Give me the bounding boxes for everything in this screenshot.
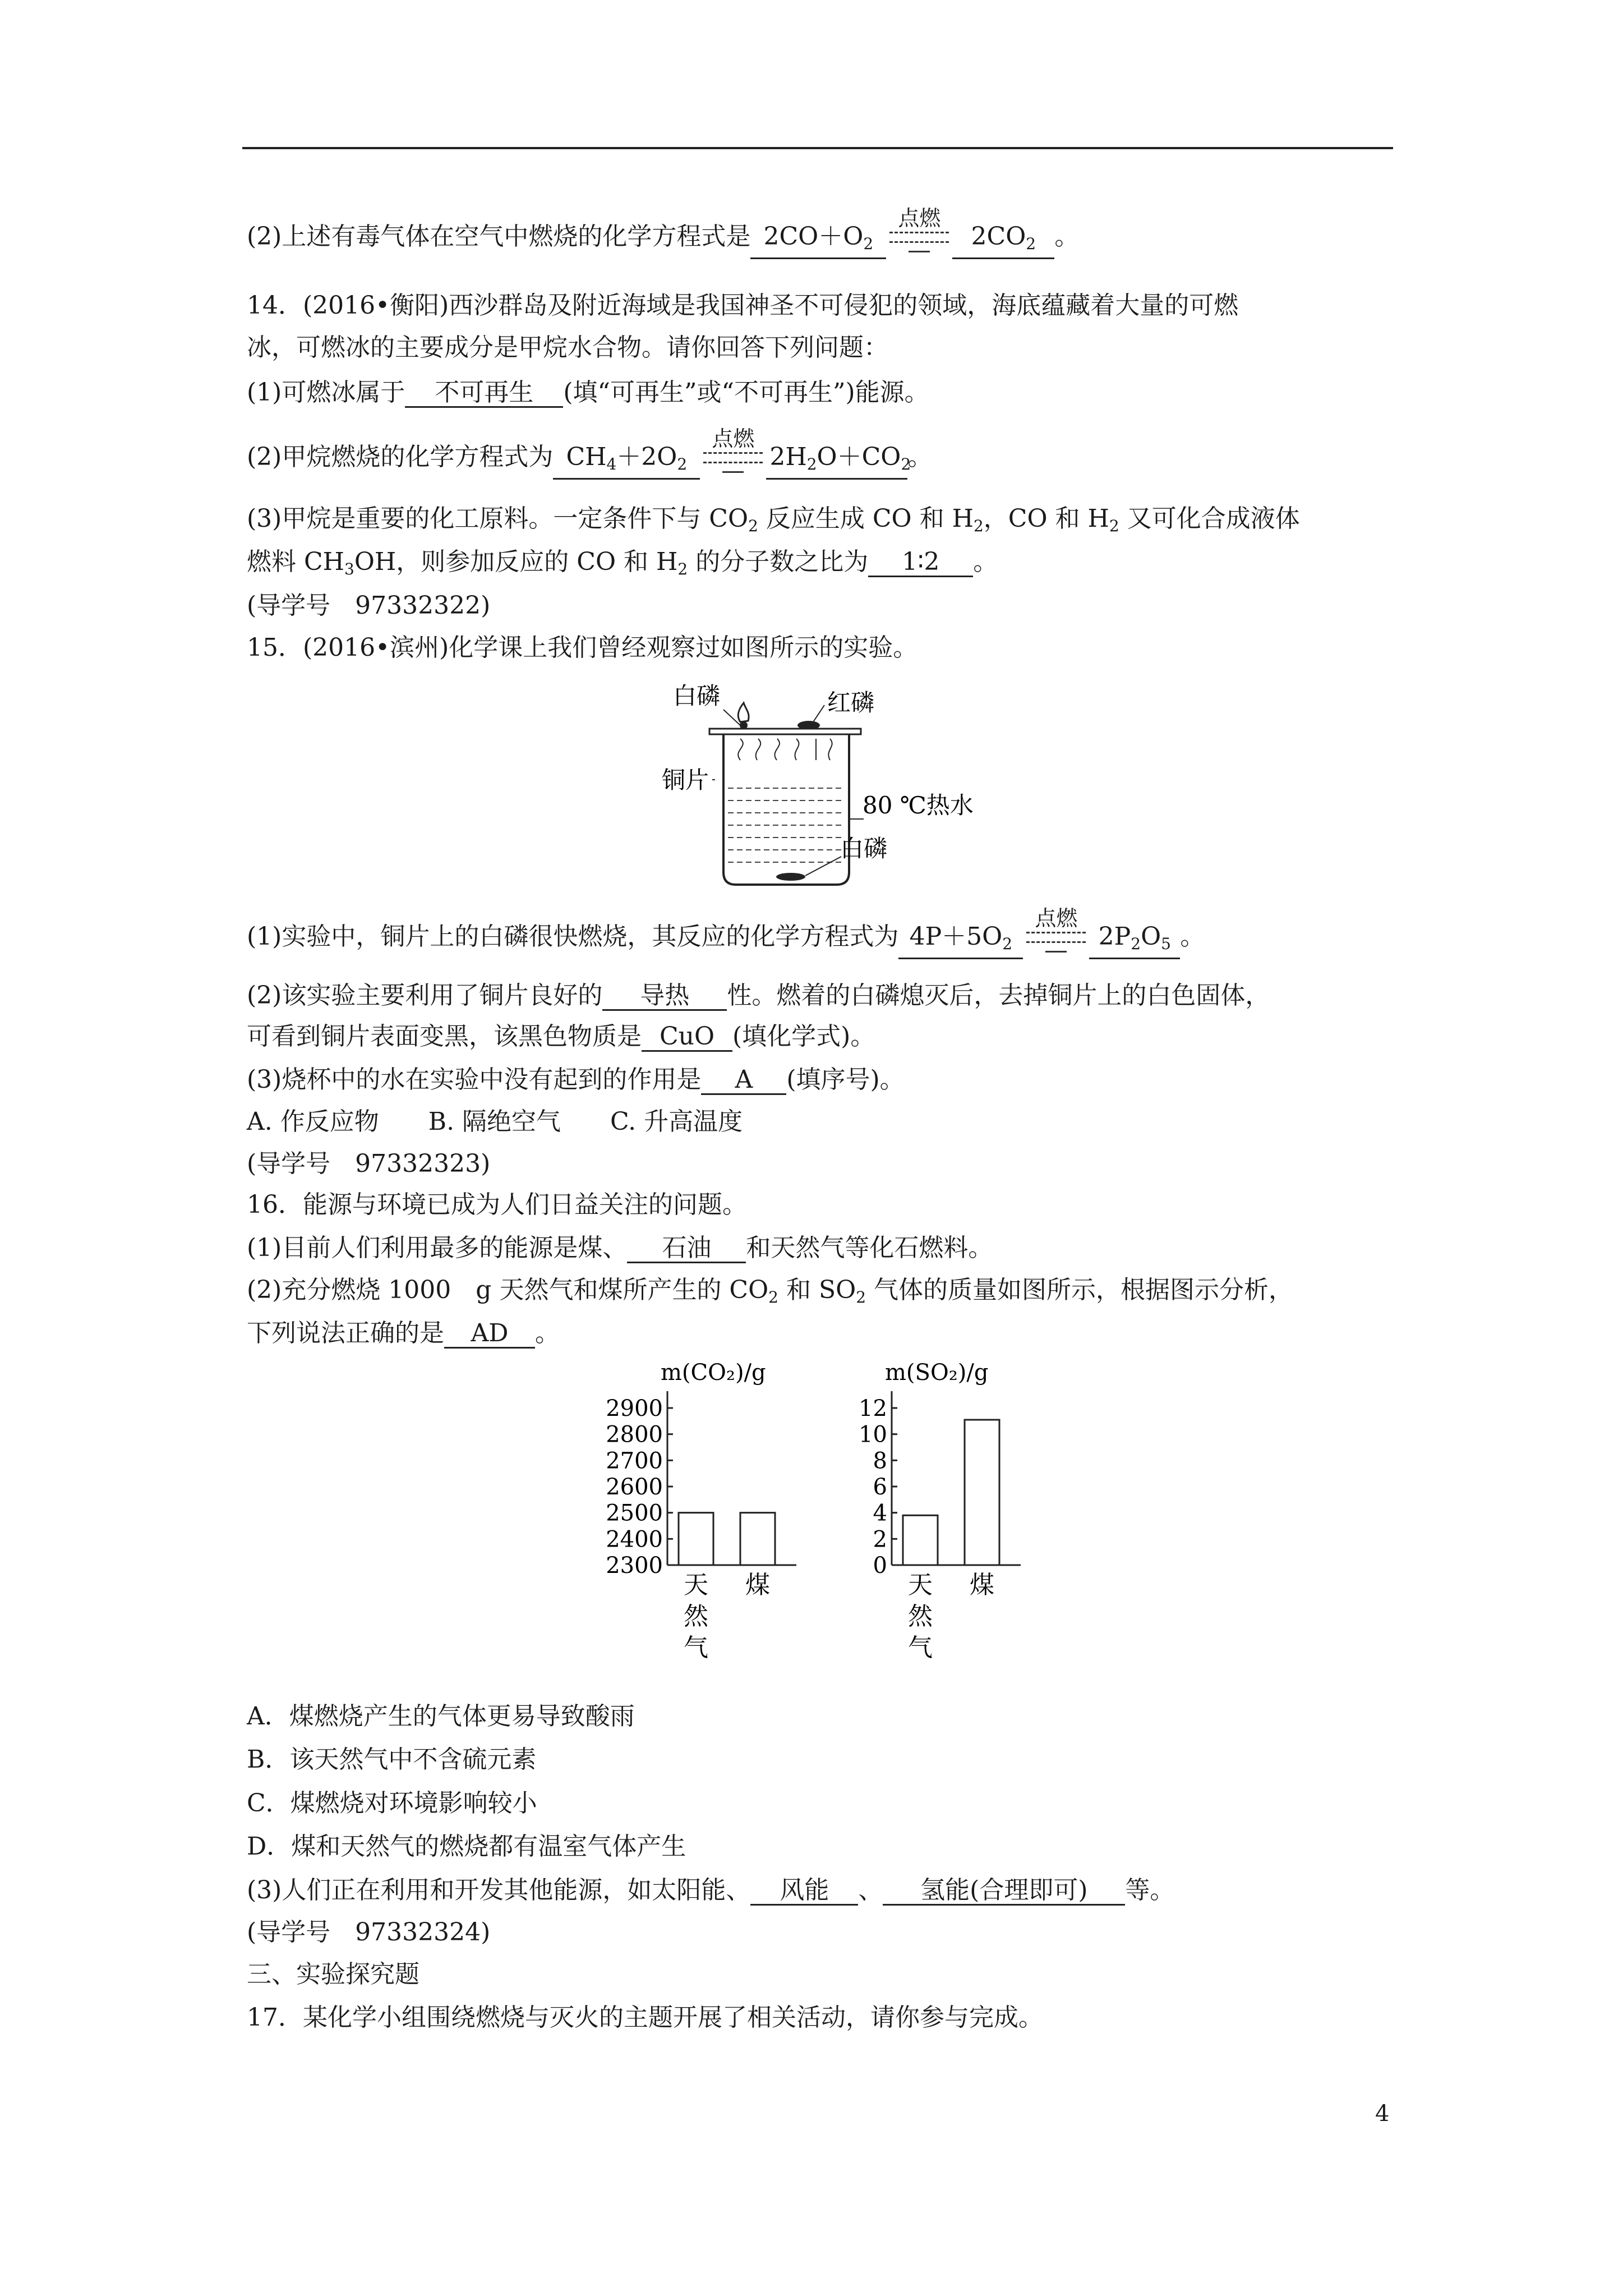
chart-1-tick-label: 0 [873, 1553, 887, 1579]
chart-1-category-label: 气 [908, 1634, 933, 1662]
q16-answer3b: 氢能(合理即可) [883, 1877, 1125, 1906]
label-hot-water: 80 ℃热水 [863, 792, 974, 819]
q16-option-b: B．该天然气中不含硫元素 [247, 1745, 537, 1774]
q14-answer1: 不可再生 [405, 379, 563, 408]
chart-1-tick-label: 6 [873, 1474, 887, 1500]
chart-0-category-label: 然 [684, 1602, 708, 1631]
q16-answer3a: 风能 [750, 1877, 858, 1906]
chart-1-bar-1 [965, 1420, 999, 1565]
chart-1-category-label: 天 [908, 1571, 933, 1599]
chart-0-tick-label: 2300 [606, 1553, 663, 1579]
chart-0-tick-label: 2900 [606, 1396, 663, 1421]
white-phosphorus-in-water [776, 873, 805, 881]
chart-0-tick-label: 2700 [606, 1448, 663, 1474]
ignition-condition: 点燃 [1023, 922, 1089, 955]
header-rule [242, 147, 1393, 149]
q16-part2-line2: 下列说法正确的是 AD 。 [247, 1319, 560, 1347]
q15-part2-line2: 可看到铜片表面变黑，该黑色物质是 CuO (填化学式)。 [247, 1022, 875, 1051]
q14-part3-line1: (3)甲烷是重要的化工原料。一定条件下与 $CO_2$ 反应生成 CO 和 $H_2$，CO 和 $H_2$ 又可化合成液体 [247, 504, 1300, 535]
q14-part1: (1)可燃冰属于 不可再生 (填“可再生”或“不可再生”)能源。 [247, 378, 929, 407]
q13-answer-left: $2CO+O_2$ [750, 223, 886, 259]
q16-option-a: A．煤燃烧产生的气体更易导致酸雨 [247, 1702, 635, 1731]
q15-guide-number: (导学号 97332323) [247, 1149, 491, 1178]
q14-stem-line1: 14．(2016•衡阳)西沙群岛及附近海域是我国神圣不可侵犯的领域，海底蕴藏着大量的可燃 [247, 291, 1239, 320]
chart-0-category-label: 气 [684, 1634, 708, 1662]
q16-answer2: AD [444, 1320, 535, 1349]
chart-0-tick-label: 2500 [606, 1500, 663, 1526]
chart-1-bar-0 [903, 1515, 938, 1565]
q15-title: 15．(2016•滨州)化学课上我们曾经观察过如图所示的实验。 [247, 633, 918, 662]
q16-answer1: 石油 [627, 1235, 746, 1263]
chart-0-tick-label: 2600 [606, 1474, 663, 1500]
chart-0-y-label: m(CO₂)/g [661, 1363, 766, 1386]
q15-answer2b: CuO [642, 1023, 732, 1052]
chart-1-tick-label: 8 [873, 1448, 887, 1474]
q16-part3: (3)人们正在利用和开发其他能源，如太阳能、 风能 、 氢能(合理即可) 等。 [247, 1876, 1175, 1904]
q14-part3-line2: 燃料 $CH_3OH$，则参加反应的 CO 和 $H_2$ 的分子数之比为 1∶2 。 [247, 547, 998, 578]
q15-answer2: 导热 [602, 982, 727, 1011]
q14-answer2-right: $2H_2O+CO_2$ [766, 444, 907, 480]
ignition-condition: 点燃 [886, 222, 952, 255]
label-white-phosphorus-bottom: 白磷 [840, 835, 888, 862]
q15-answer1-right: $2P_2O_5$ [1089, 923, 1180, 959]
q14-answer3: 1∶2 [868, 549, 973, 577]
page-number: 4 [1375, 2101, 1390, 2127]
hot-water [728, 788, 845, 862]
q15-options: A. 作反应物 B. 隔绝空气 C. 升高温度 [247, 1107, 743, 1136]
q13-part2: (2)上述有毒气体在空气中燃烧的化学方程式是 $2CO+O_2$ 点燃 $2CO_2$ 。 [247, 220, 1079, 259]
chart-0-category-label: 煤 [745, 1571, 770, 1599]
chart-1-category-label: 煤 [970, 1571, 994, 1599]
chart-0-tick-label: 2800 [606, 1421, 663, 1448]
chart-1-tick-label: 4 [873, 1500, 887, 1526]
q14-guide-number: (导学号 97332322) [247, 591, 491, 620]
section-heading: 三、实验探究题 [247, 1960, 419, 1989]
chart-0-category-label: 天 [684, 1571, 708, 1599]
chart-1-tick-label: 10 [859, 1421, 887, 1448]
q15-experiment-figure [662, 676, 976, 889]
chart-1-category-label: 然 [908, 1602, 933, 1631]
q13-answer-right: $2CO_2$ [952, 223, 1054, 259]
q16-guide-number: (导学号 97332324) [247, 1918, 491, 1947]
label-red-phosphorus: 红磷 [827, 689, 875, 716]
q15-answer1-left: $4P+5O_2$ [898, 923, 1023, 959]
label-copper-sheet: 铜片 [662, 766, 709, 794]
chart-1-y-label: m(SO₂)/g [885, 1363, 989, 1386]
q15-answer3: A [701, 1066, 786, 1095]
q15-part2-line1: (2)该实验主要利用了铜片良好的 导热 性。燃着的白磷熄灭后，去掉铜片上的白色固体， [247, 981, 1270, 1010]
flame-icon [738, 703, 749, 722]
chart-1-tick-label: 12 [859, 1396, 887, 1421]
chart-0-tick-label: 2400 [606, 1526, 663, 1553]
label-white-phosphorus-top: 白磷 [673, 682, 721, 710]
chart-0-bar-1 [740, 1513, 775, 1565]
q16-part1: (1)目前人们利用最多的能源是煤、 石油 和天然气等化石燃料。 [247, 1234, 993, 1262]
chart-0-bar-0 [679, 1513, 713, 1565]
q16-bar-charts [583, 1363, 1043, 1700]
chart-1-tick-label: 2 [873, 1526, 887, 1553]
q14-part2: (2)甲烷燃烧的化学方程式为 $CH_4+2O_2$ 点燃 $2H_2O+CO_2$。 [247, 440, 932, 480]
q15-part1: (1)实验中，铜片上的白磷很快燃烧，其反应的化学方程式为 $4P+5O_2$ 点燃 $2P_2O_5$ 。 [247, 920, 1205, 959]
q14-stem-line2: 冰，可燃冰的主要成分是甲烷水合物。请你回答下列问题： [247, 333, 888, 362]
q16-part2-line1: (2)充分燃烧 1000 g 天然气和煤所产生的 $CO_2$ 和 $SO_2$ 气体的质量如图所示，根据图示分析， [247, 1276, 1294, 1306]
q15-part3: (3)烧杯中的水在实验中没有起到的作用是 A (填序号)。 [247, 1065, 905, 1094]
q14-answer2-left: $CH_4+2O_2$ [553, 444, 700, 480]
q16-option-c: C．煤燃烧对环境影响较小 [247, 1789, 537, 1818]
q16-title: 16．能源与环境已成为人们日益关注的问题。 [247, 1190, 747, 1219]
q16-option-d: D．煤和天然气的燃烧都有温室气体产生 [247, 1832, 686, 1861]
q17-stem: 17．某化学小组围绕燃烧与灭火的主题开展了相关活动，请你参与完成。 [247, 2003, 1043, 2032]
ignition-condition: 点燃 [700, 442, 766, 476]
copper-sheet [709, 729, 861, 734]
